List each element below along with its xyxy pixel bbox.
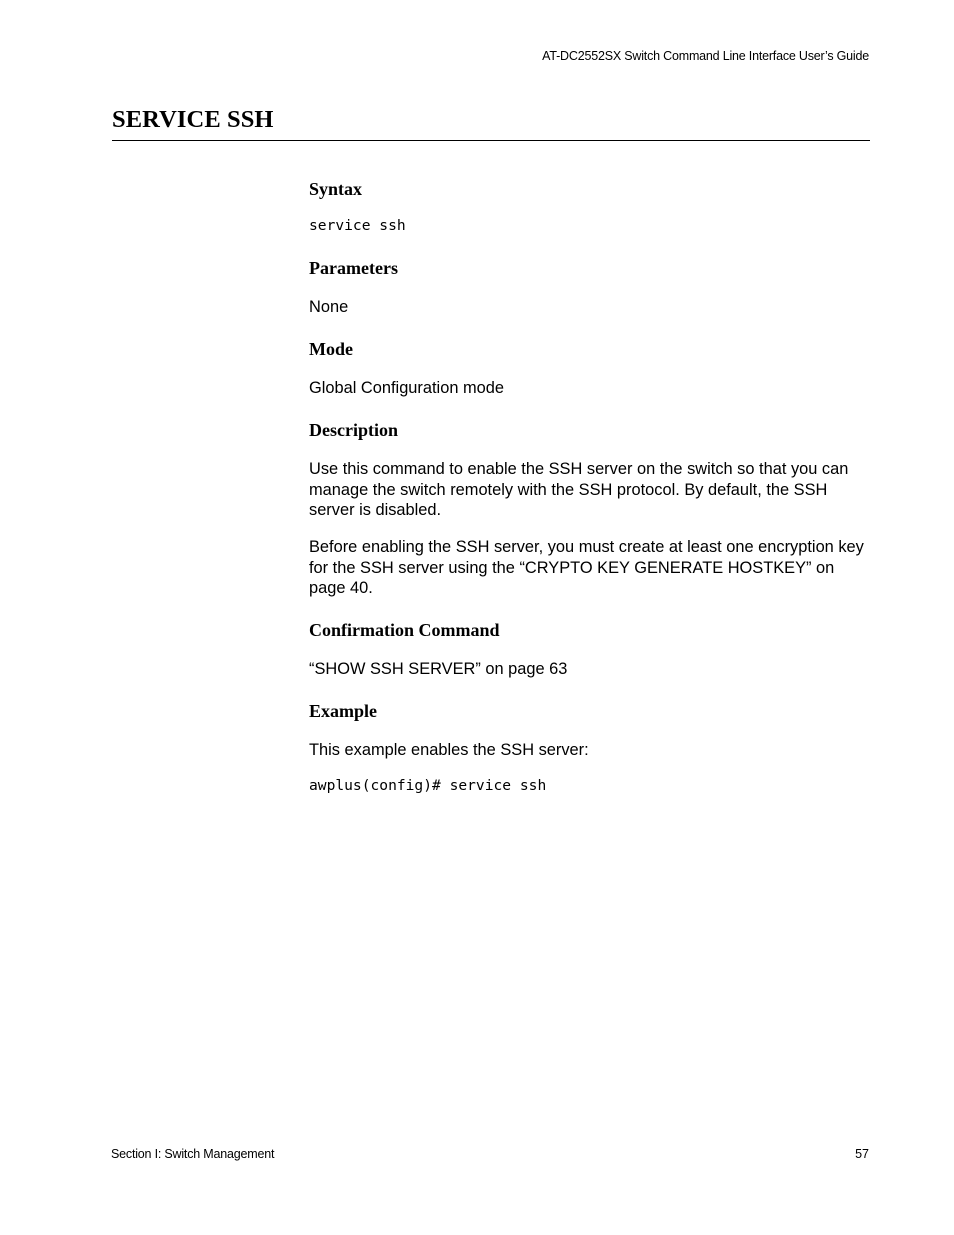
confirmation-command-heading: Confirmation Command bbox=[309, 620, 500, 640]
syntax-code: service ssh bbox=[309, 217, 406, 234]
running-header-guide-title: AT-DC2552SX Switch Command Line Interface User’s Guide bbox=[542, 49, 869, 63]
syntax-heading: Syntax bbox=[309, 179, 363, 199]
example-heading: Example bbox=[309, 701, 378, 721]
parameters-text: None bbox=[309, 298, 349, 316]
description-paragraph-2: Before enabling the SSH server, you must create at least one encryption key for the SSH server using the “CRYPTO KEY GENERATE HOSTKEY” on page 40. bbox=[309, 538, 864, 597]
example-text: This example enables the SSH server: bbox=[309, 741, 589, 759]
mode-heading: Mode bbox=[309, 339, 353, 359]
confirmation-command-link[interactable]: “SHOW SSH SERVER” on page 63 bbox=[309, 660, 568, 678]
description-heading: Description bbox=[309, 420, 398, 440]
footer-page-number: 57 bbox=[855, 1147, 869, 1161]
parameters-heading: Parameters bbox=[309, 258, 398, 278]
example-code: awplus(config)# service ssh bbox=[309, 777, 547, 794]
title-divider bbox=[112, 140, 870, 141]
footer-section-label: Section I: Switch Management bbox=[111, 1147, 275, 1161]
page-title: SERVICE SSH bbox=[112, 106, 274, 133]
description-paragraph-1: Use this command to enable the SSH server on the switch so that you can manage the switch remotely with the SSH protocol. By default, the SSH server is disabled. bbox=[309, 460, 849, 519]
mode-text: Global Configuration mode bbox=[309, 379, 504, 397]
